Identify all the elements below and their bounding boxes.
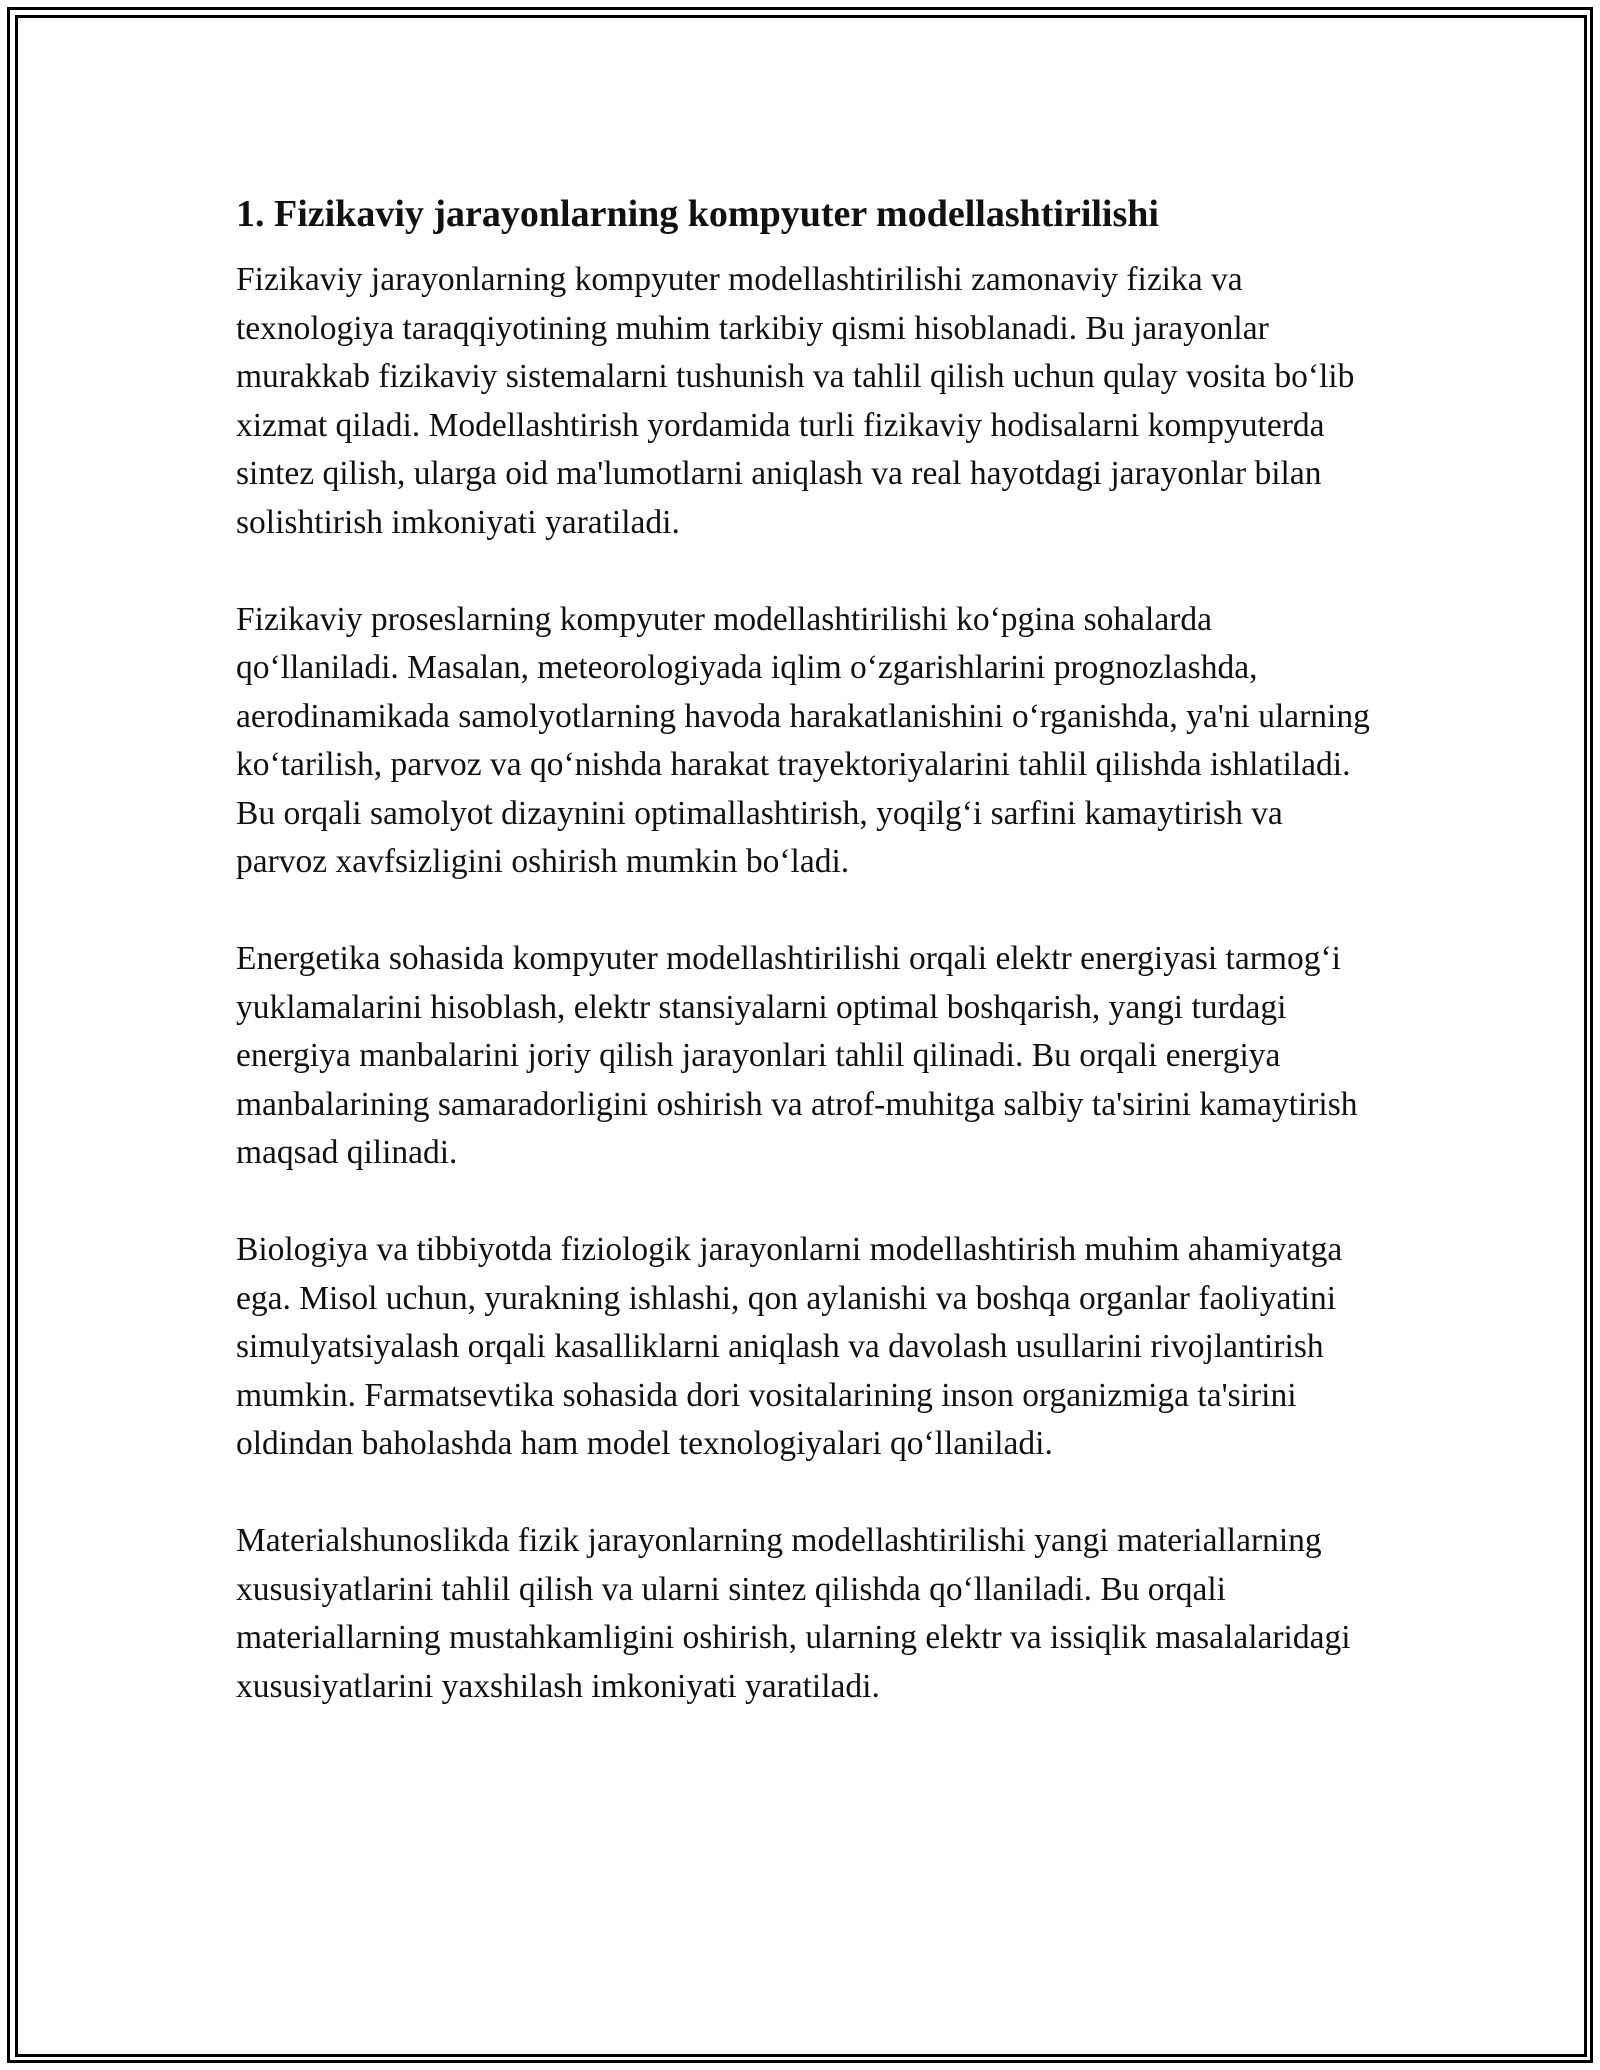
section-heading: 1. Fizikaviy jarayonlarning kompyuter modellashtirilishi bbox=[236, 193, 1159, 235]
paragraph-materials-science: Materialshunoslikda fizik jarayonlarning modellashtirilishi yangi materiallarning xususiyatlarini tahlil qilish va ularni sintez qilishda qo‘llaniladi. Bu orqali materiallarning mustahkamligini oshirish, ularning elektr va issiqlik masalalaridagi xususiyatlarini yaxshilash imkoniyati yaratiladi. bbox=[236, 1522, 1351, 1705]
document-body bbox=[236, 182, 1376, 1760]
paragraph-introduction: Fizikaviy jarayonlarning kompyuter modellashtirilishi zamonaviy fizika va texnologiya taraqqiyotining muhim tarkibiy qismi hisoblanadi. Bu jarayonlar murakkab fizikaviy sistemalarni tushunish va tahlil qilish uchun qulay vosita bo‘lib xizmat qiladi. Modellashtirish yordamida turli fizikaviy hodisalarni kompyuterda sintez qilish, ularga oid ma'lumotlarni aniqlash va real hayotdagi jarayonlar bilan solishtirish imkoniyati yaratiladi. bbox=[236, 261, 1355, 541]
paragraph-energy: Energetika sohasida kompyuter modellashtirilishi orqali elektr energiyasi tarmog‘i yuklamalarini hisoblash, elektr stansiyalarni optimal boshqarish, yangi turdagi energiya manbalarini joriy qilish jarayonlari tahlil qilinadi. Bu orqali energiya manbalarining samaradorligini oshirish va atrof-muhitga salbiy ta'sirini kamaytirish maqsad qilinadi. bbox=[236, 940, 1358, 1171]
paragraph-biology-medicine: Biologiya va tibbiyotda fiziologik jarayonlarni modellashtirish muhim ahamiyatga ega. Misol uchun, yurakning ishlashi, qon aylanishi va boshqa organlar faoliyatini simulyatsiyalash orqali kasalliklarni aniqlash va davolash usullarini rivojlantirish mumkin. Farmatsevtika sohasida dori vositalarining inson organizmiga ta'sirini oldindan baholashda ham model texnologiyalari qo‘llaniladi. bbox=[236, 1231, 1343, 1462]
paragraph-applications: Fizikaviy proseslarning kompyuter modellashtirilishi ko‘pgina sohalarda qo‘llaniladi. Masalan, meteorologiyada iqlim o‘zgarishlarini prognozlashda, aerodinamikada samolyotlarning havoda harakatlanishini o‘rganishda, ya'ni ularning ko‘tarilish, parvoz va qo‘nishda harakat trayektoriyalarini tahlil qilishda ishlatiladi. Bu orqali samolyot dizaynini optimallashtirish, yoqilg‘i sarfini kamaytirish va parvoz xavfsizligini oshirish mumkin bo‘ladi. bbox=[236, 600, 1370, 880]
